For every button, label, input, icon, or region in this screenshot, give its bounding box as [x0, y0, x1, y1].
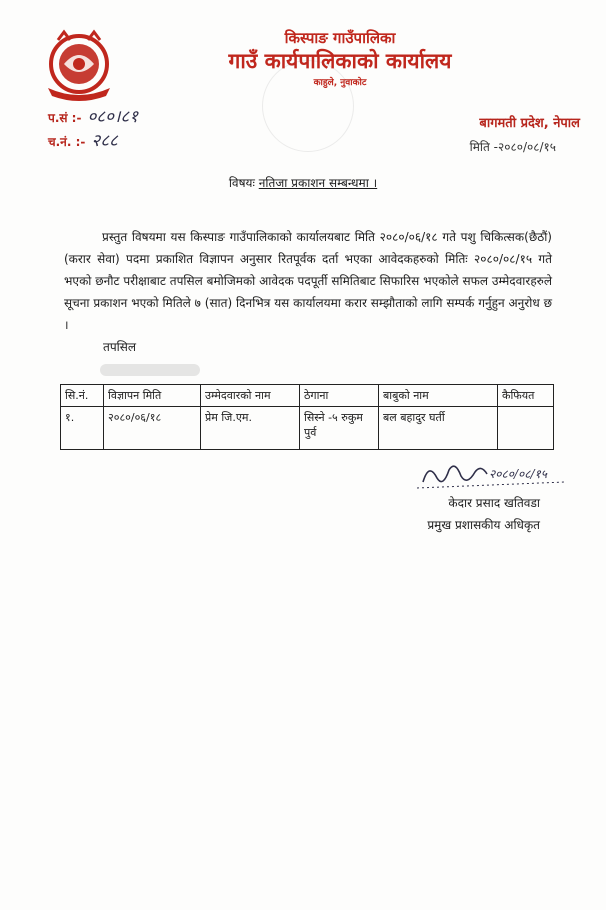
- province-line: बागमती प्रदेश, नेपाल: [479, 116, 580, 131]
- subject-label: विषयः: [228, 176, 255, 190]
- ink-smear: [100, 364, 200, 376]
- table-row: [61, 407, 554, 450]
- signature-date: २०८०/०८/१५: [489, 467, 548, 481]
- cell-candidate-name: प्रेम जि.एम.: [201, 407, 300, 450]
- chalani-number: [48, 128, 118, 151]
- col-header-address: ठेगाना: [300, 385, 379, 407]
- col-header-sn: सि.नं.: [61, 385, 104, 407]
- tapsil-heading: तपसिल: [103, 340, 137, 354]
- signatory-title: प्रमुख प्रशासकीय अधिकृत: [427, 518, 540, 532]
- handwritten-signature: [415, 452, 575, 492]
- municipality-name: किस्पाङ गाउँपालिका: [284, 29, 396, 47]
- subject-value: नतिजा प्रकाशन सम्बन्धमा ।: [258, 176, 378, 190]
- result-table: [60, 384, 554, 450]
- cell-address: सिस्ने -५ रुकुम पुर्व: [300, 407, 379, 450]
- letter-date: मिति -२०८०/०८/१५: [469, 140, 556, 154]
- cell-remarks: [498, 407, 554, 450]
- body-paragraph: प्रस्तुत विषयमा यस किस्पाङ गाउँपालिकाको कार्यालयबाट मिति २०८०/०६/१८ गते पशु चिकित्सक(छैठौं) (करार सेवा) पदमा प्रकाशित विज्ञापन अनुसार रितपूर्वक दर्ता भएका आवेदकहरुको मितिः २०८०/०८/१५ गते भएको छनौट परीक्षाबाट तपसिल बमोजिमको आवेदक पदपूर्ती समितिबाट सिफारिस भएकोले सफल उम्मेदवारहरुले सूचना प्रकाशन भएको मितिले ७ (सात) दिनभित्र यस कार्यालयमा करार सम्झौताको लागि सम्पर्क गर्नुहुन अनुरोध छ ।: [64, 230, 552, 332]
- patra-sankhya-value: ०८०।८१: [87, 107, 139, 127]
- office-name: गाउँ कार्यपालिकाको कार्यालय: [228, 49, 452, 73]
- patra-sankhya: [48, 104, 138, 127]
- cell-father-name: बल बहादुर घर्ती: [379, 407, 498, 450]
- signatory-name: केदार प्रसाद खतिवडा: [448, 496, 540, 510]
- col-header-candidate-name: उम्मेदवारको नाम: [201, 385, 300, 407]
- office-address: काहुले, नुवाकोट: [313, 78, 367, 88]
- cell-sn: १.: [61, 407, 104, 450]
- col-header-remarks: कैफियत: [498, 385, 554, 407]
- chalani-number-label: च.नं. :-: [48, 135, 86, 149]
- table-header-row: [61, 385, 554, 407]
- patra-sankhya-label: प.सं :-: [48, 111, 82, 125]
- chalani-number-value: २८८: [91, 131, 118, 151]
- col-header-father-name: बाबुको नाम: [379, 385, 498, 407]
- cell-ad-date: २०८०/०६/१८: [104, 407, 201, 450]
- subject-line: [0, 174, 606, 191]
- nepal-government-emblem-icon: [40, 28, 118, 104]
- col-header-ad-date: विज्ञापन मिति: [104, 385, 201, 407]
